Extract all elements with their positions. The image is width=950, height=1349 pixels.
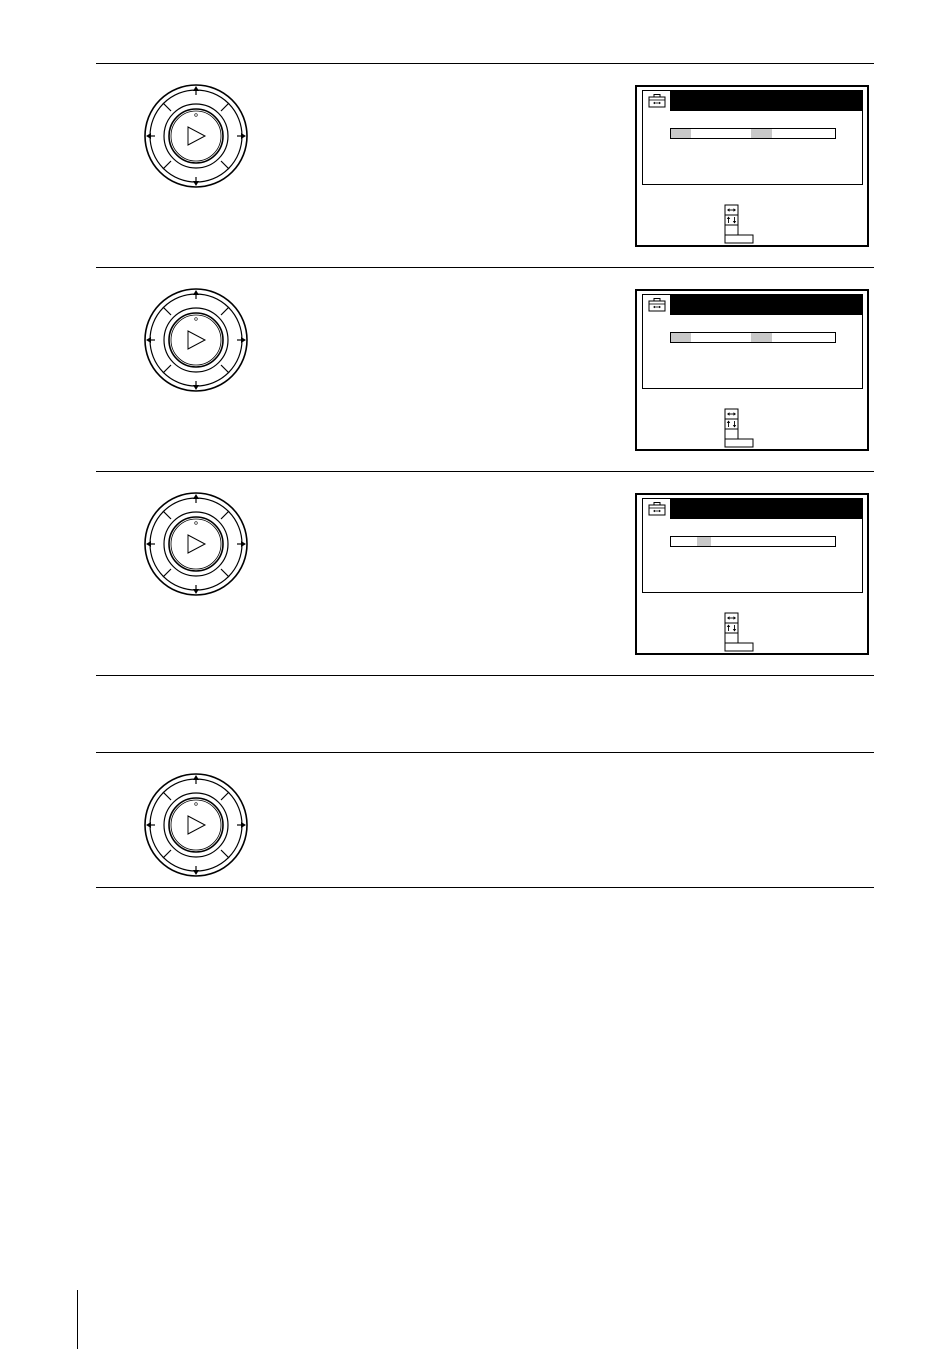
divider-step-3: [96, 471, 874, 472]
toolbox-icon: [643, 91, 671, 111]
navigation-keys-icon: [724, 612, 754, 652]
setting-highlight: [671, 129, 691, 138]
control-dial-icon: [141, 770, 251, 880]
setting-highlight: [751, 333, 772, 342]
control-dial-icon: [141, 489, 251, 599]
setting-bar: [670, 128, 836, 139]
setting-highlight: [671, 333, 691, 342]
setting-highlight: [751, 129, 772, 138]
menu-title-bar: [643, 499, 862, 519]
setting-highlight: [697, 537, 711, 546]
toolbox-icon: [643, 499, 671, 519]
divider-step-4: [96, 675, 874, 676]
menu-screen-2: [635, 289, 869, 451]
menu-title-bar: [643, 91, 862, 111]
menu-screen-1: [635, 85, 869, 247]
menu-panel: [642, 498, 863, 593]
divider-top: [96, 63, 874, 64]
navigation-keys-icon: [724, 204, 754, 244]
setting-bar: [670, 332, 836, 343]
navigation-keys-icon: [724, 408, 754, 448]
divider-step-2: [96, 267, 874, 268]
toolbox-icon: [643, 295, 671, 315]
menu-panel: [642, 90, 863, 185]
menu-title-bar: [643, 295, 862, 315]
divider-bottom: [96, 887, 874, 888]
menu-screen-3: [635, 493, 869, 655]
margin-line: [77, 1290, 78, 1349]
setting-bar: [670, 536, 836, 547]
control-dial-icon: [141, 285, 251, 395]
menu-panel: [642, 294, 863, 389]
control-dial-icon: [141, 81, 251, 191]
divider-step-5: [96, 752, 874, 753]
